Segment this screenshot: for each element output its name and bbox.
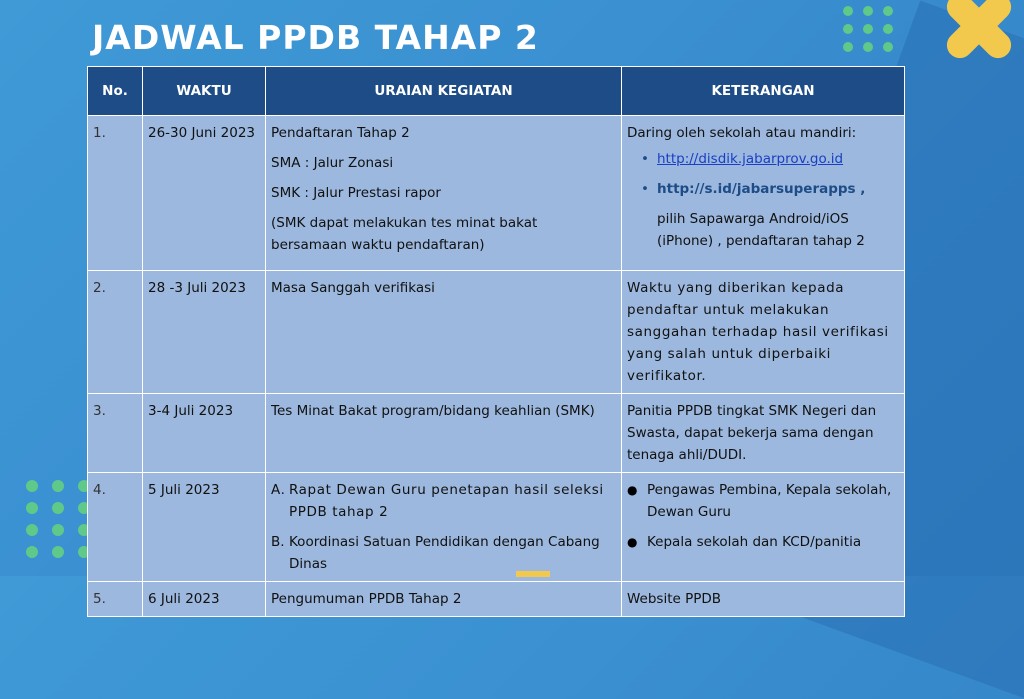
row-number: 5. (88, 582, 143, 617)
row-waktu: 26-30 Juni 2023 (143, 116, 266, 271)
uraian-line: (SMK dapat melakukan tes minat bakat bersamaan waktu pendaftaran) (271, 215, 538, 253)
disdik-link[interactable]: http://disdik.jabarprov.go.id (657, 151, 844, 167)
table-row (88, 394, 905, 473)
schedule-table (87, 66, 905, 617)
row-keterangan (622, 116, 905, 271)
header-no: No. (88, 67, 143, 116)
row-number: 2. (88, 271, 143, 394)
uraian-line: SMA : Jalur Zonasi (271, 155, 394, 171)
list-marker: B. (271, 534, 285, 550)
list-marker: A. (271, 482, 286, 498)
row-waktu: 6 Juli 2023 (143, 582, 266, 617)
row-uraian: Masa Sanggah verifikasi (266, 271, 622, 394)
table-row (88, 116, 905, 271)
link-list (627, 148, 899, 200)
table-row (88, 582, 905, 617)
uraian-line: Pendaftaran Tahap 2 (271, 125, 410, 141)
uraian-list (271, 479, 616, 575)
row-keterangan (622, 473, 905, 582)
decorative-x-shape (938, 0, 1018, 62)
row-uraian: Tes Minat Bakat program/bidang keahlian (SMK) (266, 394, 622, 473)
list-item (271, 531, 616, 575)
uraian-line: SMK : Jalur Prestasi rapor (271, 185, 441, 201)
row-waktu: 5 Juli 2023 (143, 473, 266, 582)
page-title: JADWAL PPDB TAHAP 2 (92, 18, 539, 57)
row-uraian (266, 116, 622, 271)
row-number: 1. (88, 116, 143, 271)
header-waktu: WAKTU (143, 67, 266, 116)
row-keterangan: Website PPDB (622, 582, 905, 617)
row-number: 3. (88, 394, 143, 473)
row-waktu: 28 -3 Juli 2023 (143, 271, 266, 394)
row-uraian: Pengumuman PPDB Tahap 2 (266, 582, 622, 617)
table-header-row (88, 67, 905, 116)
list-item: ● Kepala sekolah dan KCD/panitia (627, 531, 899, 553)
list-item: ● Pengawas Pembina, Kepala sekolah, Dewan Guru (627, 479, 899, 523)
table-row (88, 473, 905, 582)
table-row (88, 271, 905, 394)
row-keterangan: Panitia PPDB tingkat SMK Negeri dan Swasta, dapat bekerja sama dengan tenaga ahli/DUDI. (622, 394, 905, 473)
list-text: Rapat Dewan Guru penetapan hasil seleksi PPDB tahap 2 (289, 482, 604, 520)
header-keterangan: KETERANGAN (622, 67, 905, 116)
keterangan-intro: Daring oleh sekolah atau mandiri: (627, 125, 857, 141)
row-keterangan: Waktu yang diberikan kepada pendaftar untuk melakukan sanggahan terhadap hasil verifikasi yang salah untuk diperbaiki verifikator. (622, 271, 905, 394)
list-item (627, 178, 899, 200)
decorative-dots-top-right (843, 6, 893, 52)
row-waktu: 3-4 Juli 2023 (143, 394, 266, 473)
superapps-link[interactable]: http://s.id/jabarsuperapps , (657, 181, 866, 197)
keterangan-note: pilih Sapawarga Android/iOS (iPhone) , pendaftaran tahap 2 (657, 211, 865, 249)
header-uraian: URAIAN KEGIATAN (266, 67, 622, 116)
keterangan-list (627, 479, 899, 553)
list-item (271, 479, 616, 523)
decorative-dots-bottom-left (26, 480, 90, 558)
row-number: 4. (88, 473, 143, 582)
list-item (627, 148, 899, 170)
decorative-bottom-tab (516, 571, 550, 577)
row-uraian (266, 473, 622, 582)
list-text: Koordinasi Satuan Pendidikan dengan Cabang Dinas (289, 534, 600, 572)
